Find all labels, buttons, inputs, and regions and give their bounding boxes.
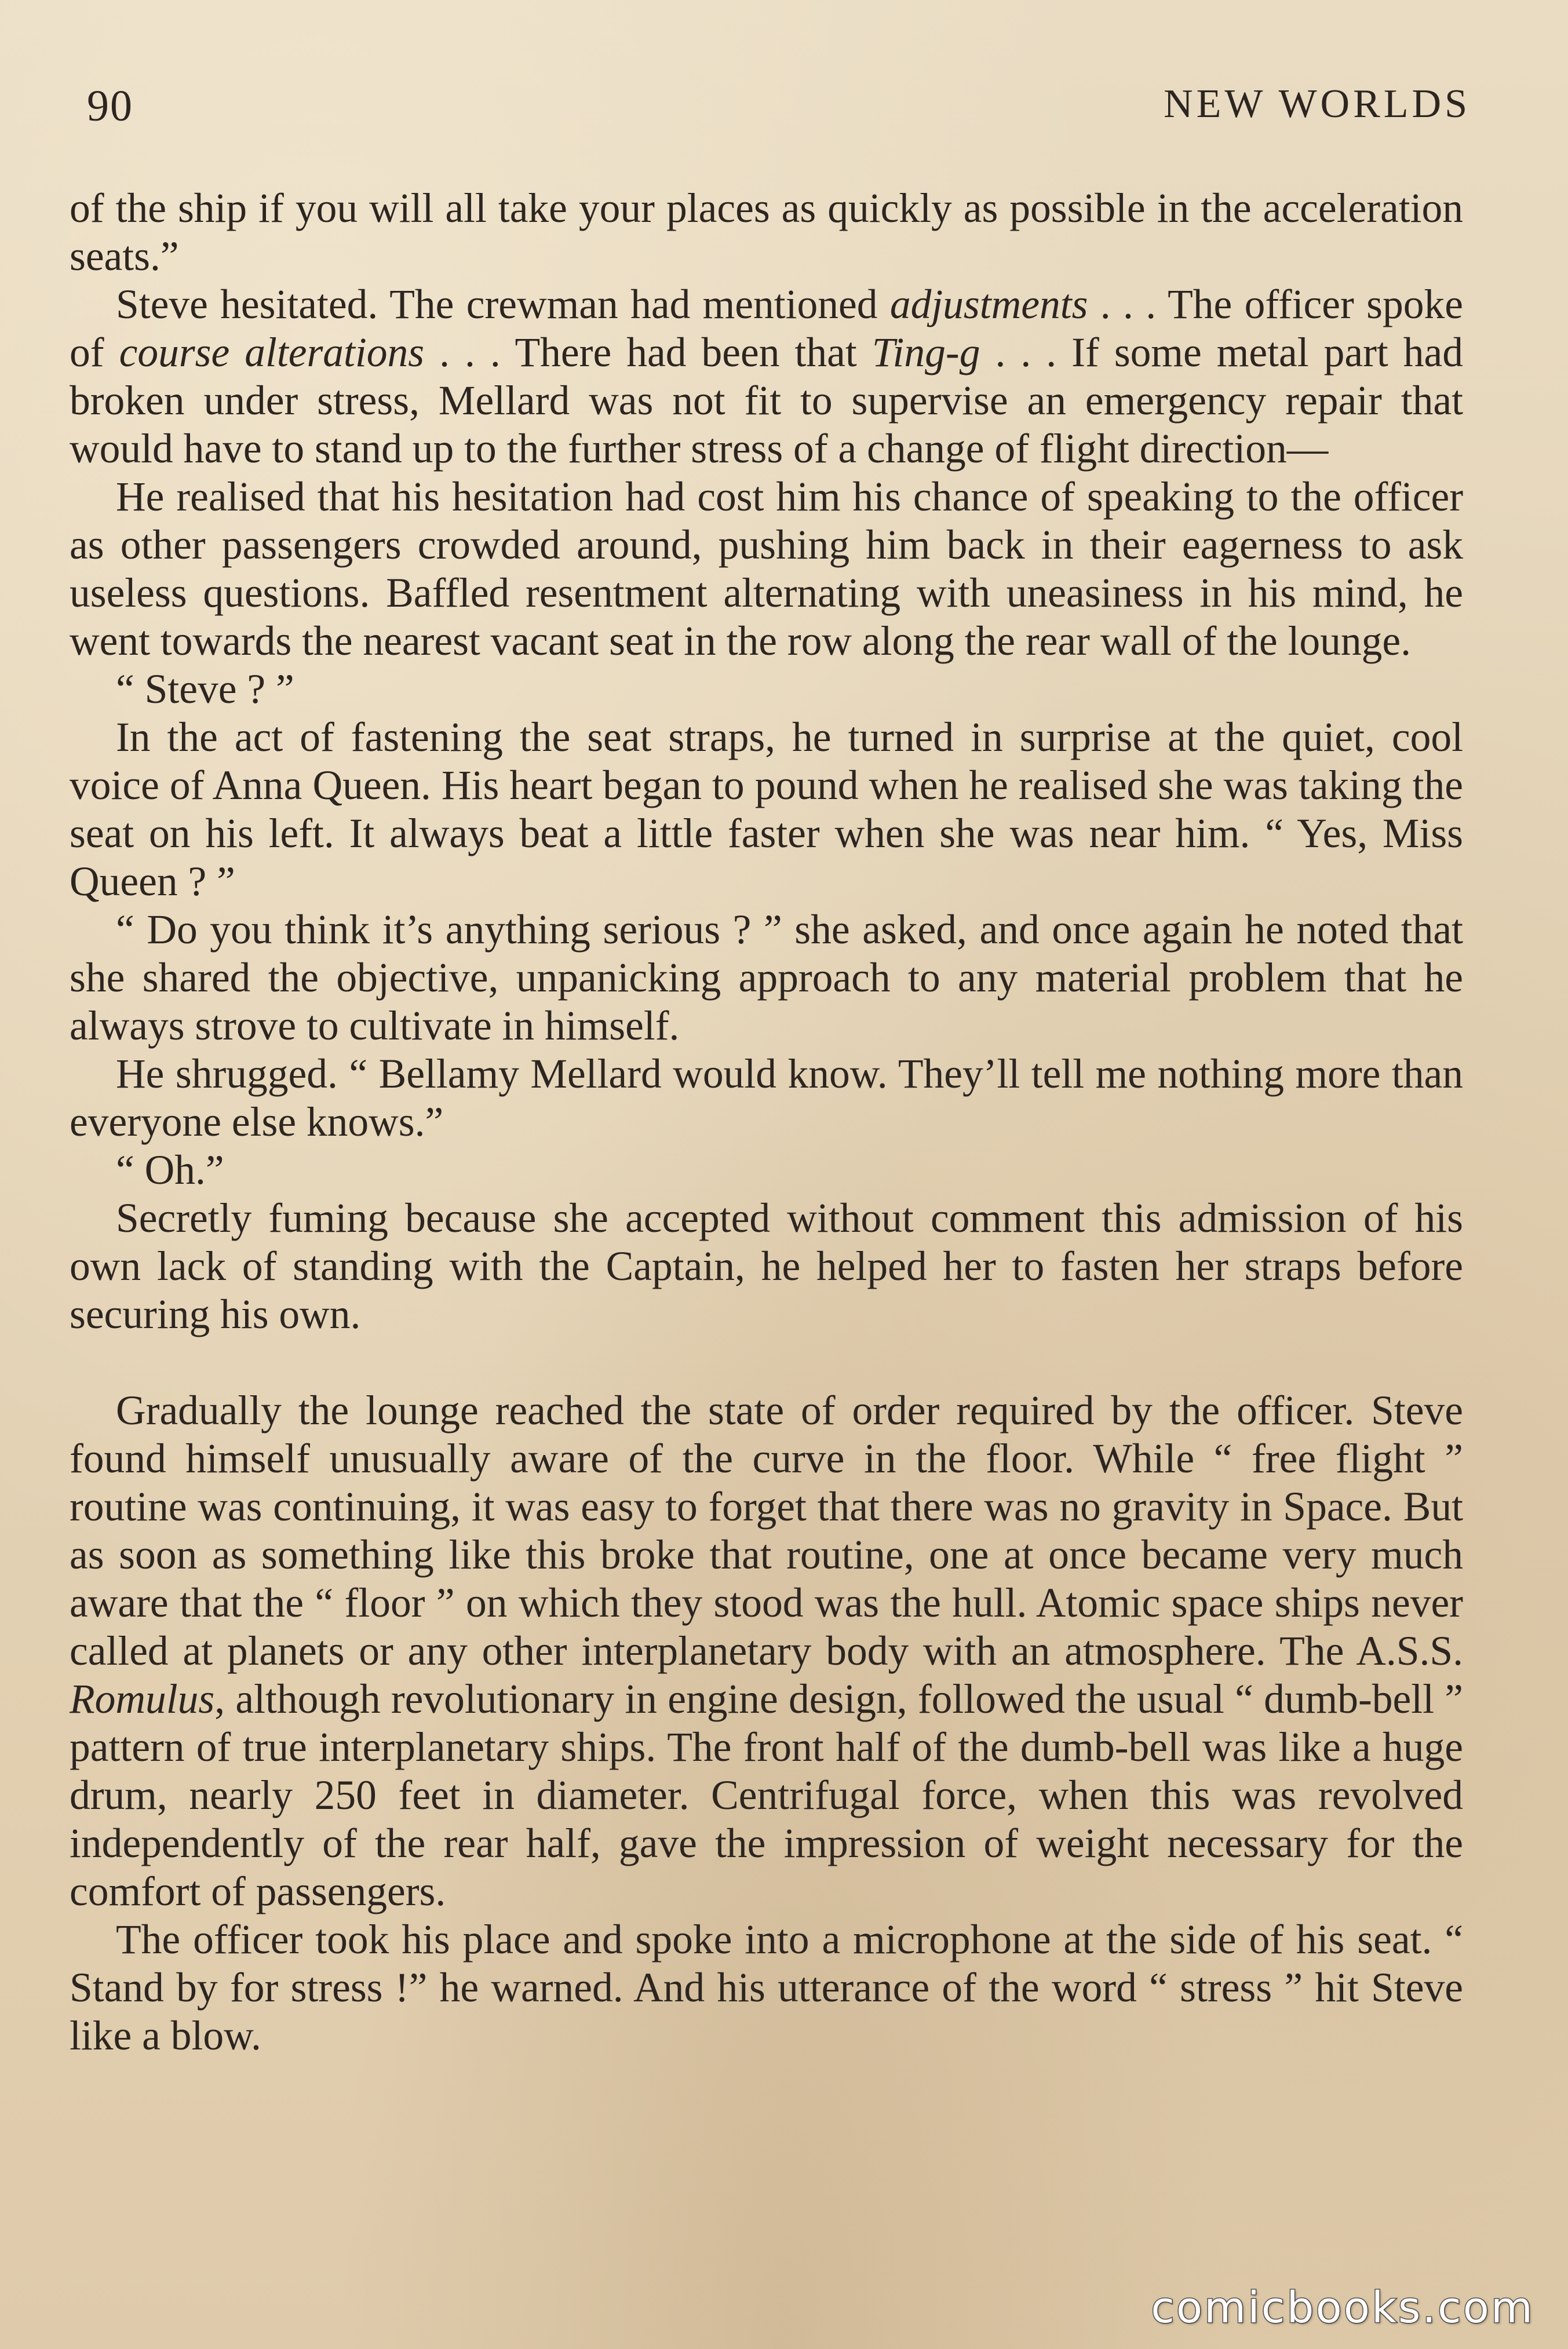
watermark-text: comicbooks.com <box>1151 2283 1534 2333</box>
text-run: , although revolutionary in engine design, followed the usual “ dumb-bell ” pattern of true interplanetary ships. The front half of the dumb-bell was like a huge drum, nearly 250 feet in diameter. Centrifugal force, when this was revolved independently of the rear half, gave the impression of weight necessary for the comfort of passengers. <box>70 1676 1463 1914</box>
paragraph <box>70 280 1463 473</box>
paragraph: Secretly fuming because she accepted without comment this admission of his own lack of standing with the Captain, he helped her to fasten her straps before securing his own. <box>70 1195 1463 1337</box>
text-run: . . . The officer spoke of <box>70 282 1463 375</box>
paragraph: The officer took his place and spoke into a microphone at the side of his seat. “ Stand by for stress !” he warned. And his utterance of the word “ stress ” hit Steve like a blow. <box>70 1917 1463 2059</box>
text-run: Steve hesitated. The crewman had mentioned <box>116 282 890 327</box>
running-head <box>87 81 1471 139</box>
paragraph: In the act of fastening the seat straps, he turned in surprise at the quiet, cool voice of Anna Queen. His heart began to pound when he realised she was taking the seat on his left. It always beat a little faster when she was near him. “ Yes, Miss Queen ? ” <box>70 714 1463 904</box>
text-run: . . . There had been that <box>424 330 872 375</box>
paragraph <box>70 1387 1463 1916</box>
italic-phrase: course alterations <box>119 330 425 375</box>
paragraph: “ Do you think it’s anything serious ? ” she asked, and once again he noted that she shared the objective, unpanicking approach to any material problem that he always strove to cultivate in himself. <box>70 907 1463 1049</box>
italic-phrase: adjustments <box>889 282 1088 327</box>
paragraph: “ Oh.” <box>116 1147 224 1193</box>
italic-phrase: Romulus <box>70 1676 215 1722</box>
paragraph: of the ship if you will all take your places as quickly as possible in the acceleration seats.” <box>70 185 1463 279</box>
magazine-title: NEW WORLDS <box>1164 82 1471 126</box>
paragraph: He realised that his hesitation had cost him his chance of speaking to the officer as other passengers crowded around, pushing him back in their eagerness to ask useless questions. Baffled resentment alternating with uneasiness in his mind, he went towards the nearest vacant seat in the row along the rear wall of the lounge. <box>70 474 1463 664</box>
text-run: Gradually the lounge reached the state of order required by the officer. Steve found himself unusually aware of the curve in the floor. While “ free flight ” routine was continuing, it was easy to forget that there was no gravity in Space. But as soon as something like this broke that routine, one at once became very much aware that the “ floor ” on which they stood was the hull. Atomic space ships never called at planets or any other interplanetary body with an atmosphere. The A.S.S. <box>70 1388 1463 1674</box>
italic-phrase: Ting-g <box>871 330 980 375</box>
page-number: 90 <box>87 82 133 130</box>
story-text <box>70 184 1463 2060</box>
paragraph: He shrugged. “ Bellamy Mellard would know. They’ll tell me nothing more than everyone else knows.” <box>70 1051 1463 1145</box>
text-run: . . . If some metal part had broken under stress, Mellard was not fit to supervise an emergency repair that would have to stand up to the further stress of a change of flight direction— <box>70 330 1464 472</box>
paragraph: “ Steve ? ” <box>116 666 294 712</box>
